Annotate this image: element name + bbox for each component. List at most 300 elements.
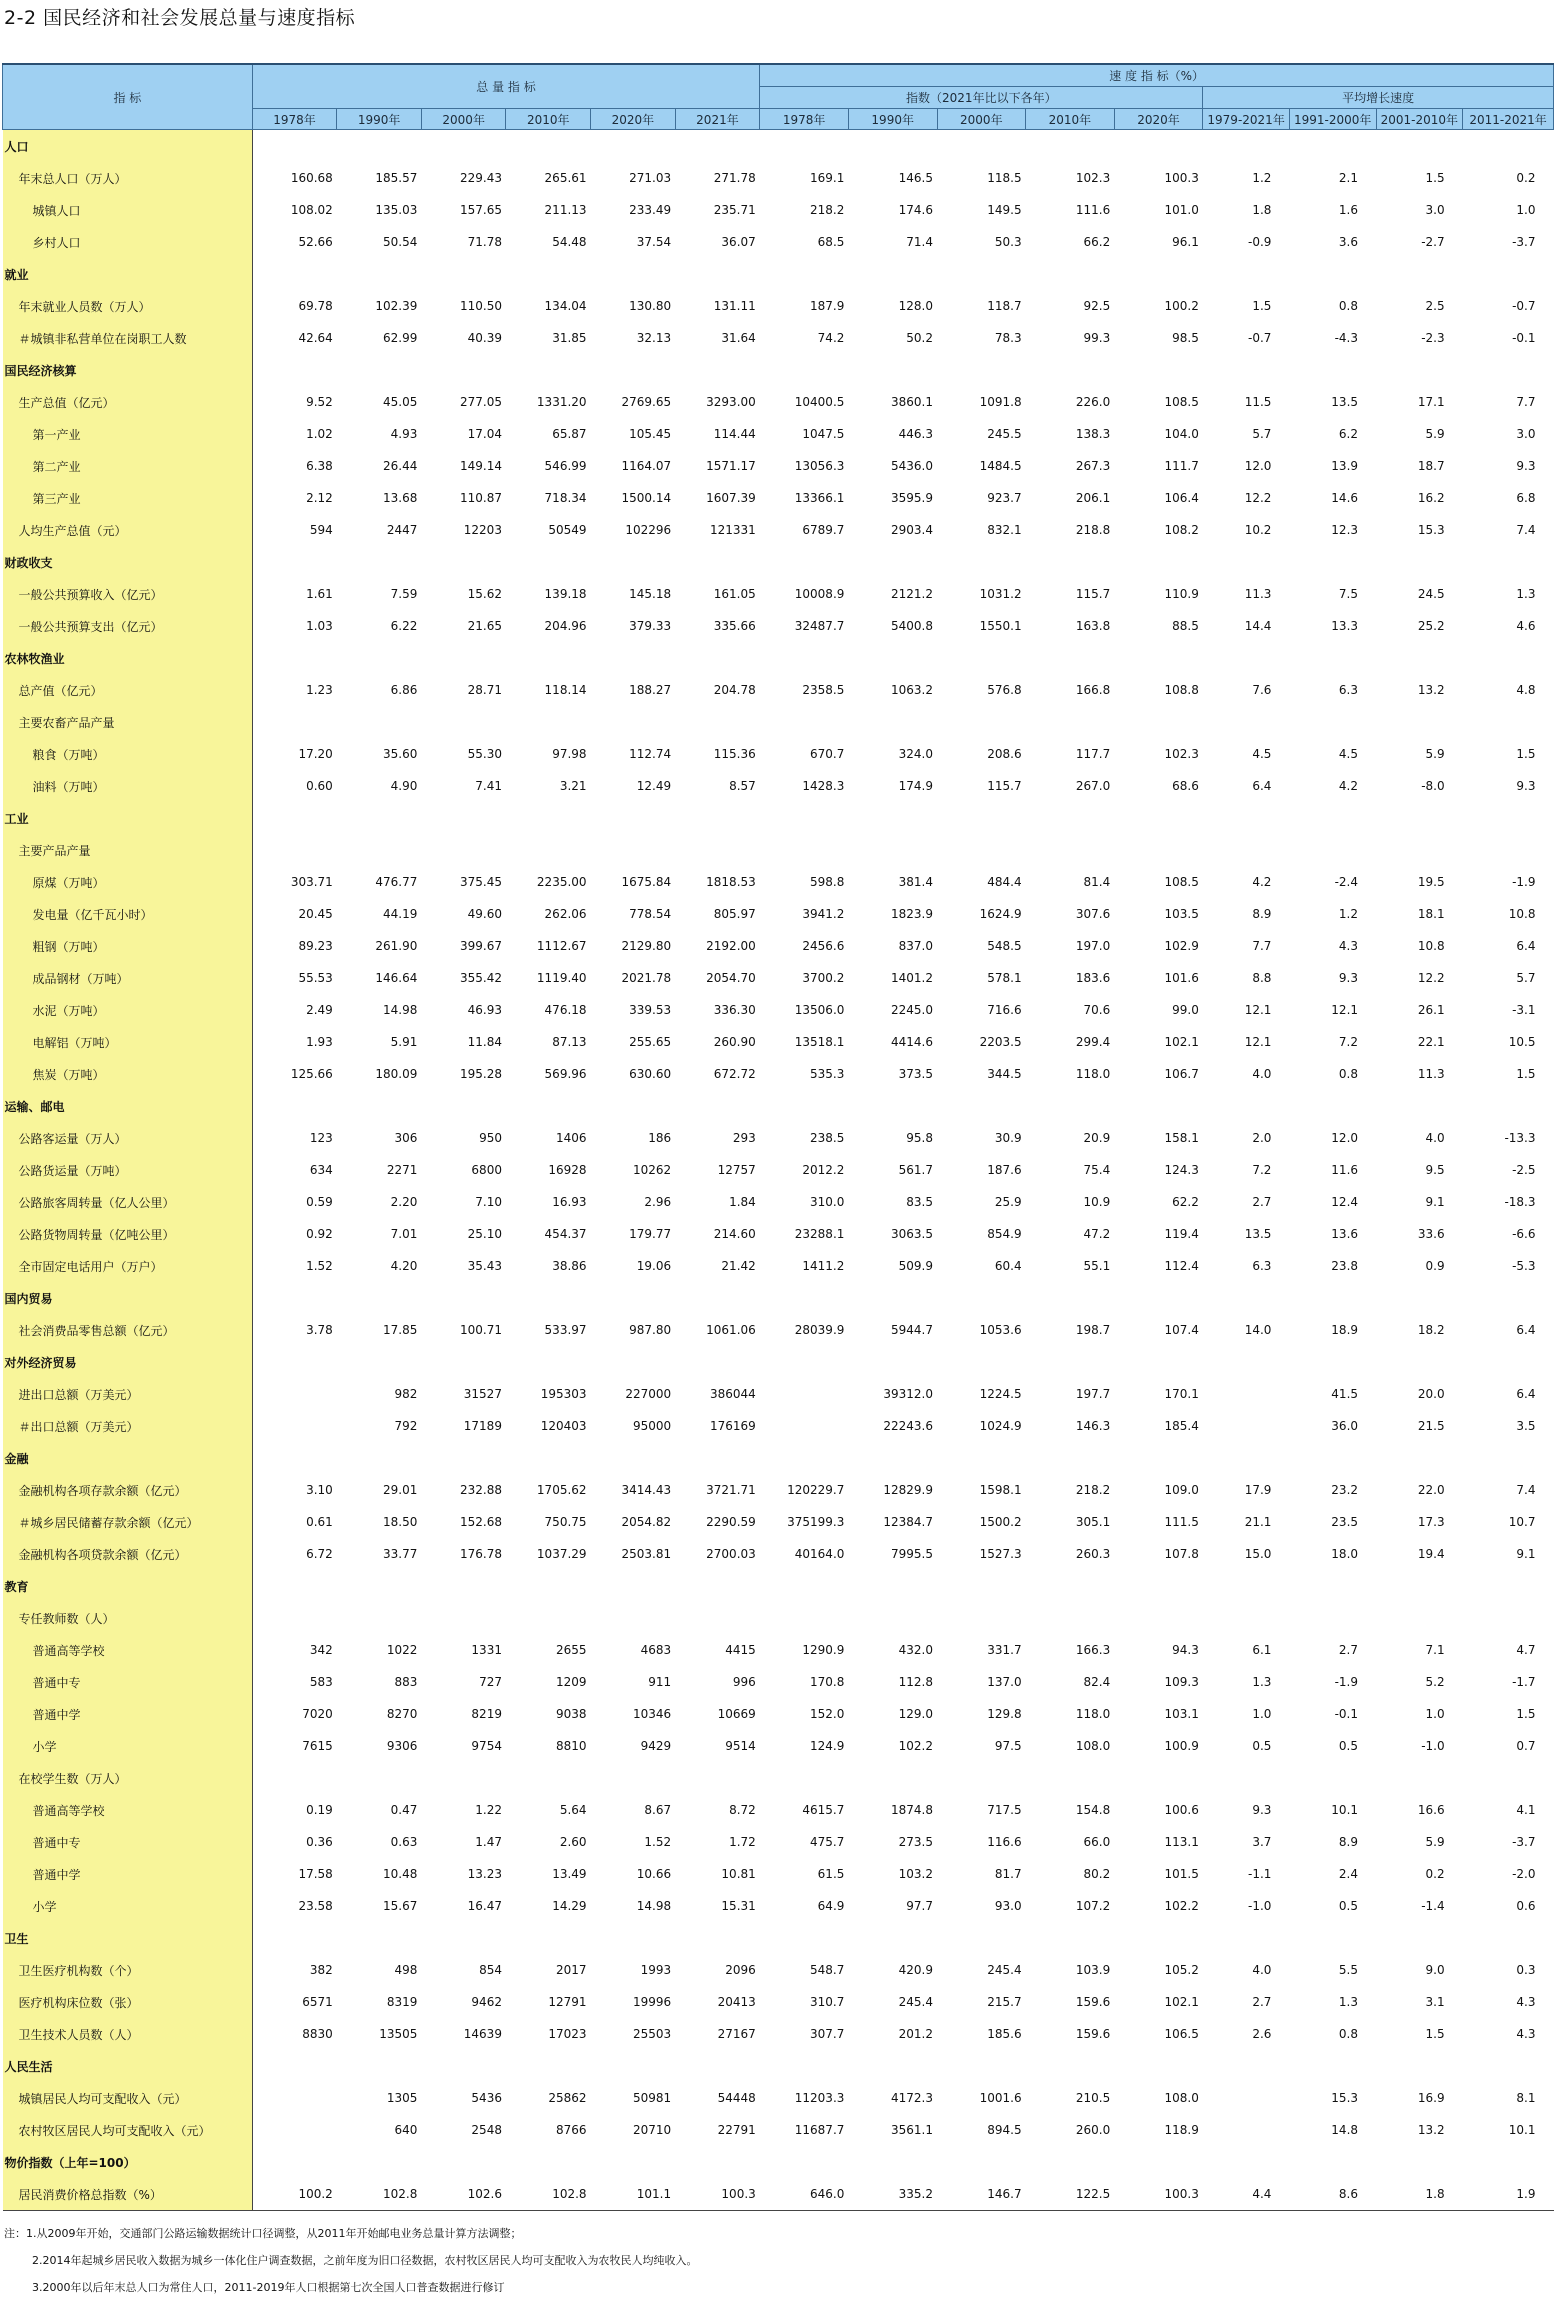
table-cell — [337, 2050, 422, 2082]
table-cell: 118.7 — [987, 299, 1022, 313]
table-cell: 128.0 — [898, 299, 933, 313]
row-label: 小学 — [3, 1730, 253, 1762]
table-cell — [675, 1922, 760, 1954]
table-cell: 97.5 — [994, 1739, 1022, 1753]
table-cell: 146.64 — [375, 971, 418, 985]
table-cell: 1624.9 — [979, 907, 1022, 921]
table-cell: 201.2 — [898, 2027, 933, 2041]
table-cell: 4.3 — [1338, 939, 1359, 953]
table-cell — [675, 354, 760, 386]
table-cell: 911 — [648, 1675, 672, 1689]
table-cell — [591, 1762, 676, 1794]
table-cell: 9.1 — [1516, 1547, 1536, 1561]
table-cell: 255.65 — [629, 1035, 672, 1049]
table-cell: 13.2 — [1417, 2123, 1445, 2137]
table-cell: 546.99 — [544, 459, 587, 473]
table-cell — [591, 1282, 676, 1314]
table-cell: 23.5 — [1331, 1515, 1359, 1529]
table-cell: 187.6 — [987, 1163, 1022, 1177]
table-cell: 9429 — [640, 1739, 672, 1753]
table-row — [3, 2082, 1554, 2114]
table-cell: 104.0 — [1164, 427, 1199, 441]
table-cell — [848, 1570, 937, 1602]
table-cell: 36.07 — [721, 235, 756, 249]
year-header: 2010年 — [506, 109, 591, 130]
table-cell: 125.66 — [290, 1067, 333, 1081]
table-cell: 227000 — [625, 1387, 672, 1401]
table-cell: 0.61 — [306, 1515, 333, 1529]
table-cell: 113.1 — [1164, 1835, 1199, 1849]
table-cell: 0.36 — [306, 1835, 333, 1849]
table-cell — [1463, 1570, 1554, 1602]
table-cell — [937, 2146, 1026, 2178]
table-cell: 69.78 — [298, 299, 333, 313]
table-cell: 1500.14 — [621, 491, 672, 505]
table-cell — [675, 1570, 760, 1602]
table-cell: 19996 — [632, 1995, 672, 2009]
table-cell — [675, 706, 760, 738]
table-cell — [1289, 1090, 1376, 1122]
table-cell: 106.4 — [1164, 491, 1199, 505]
table-cell: 0.8 — [1338, 1067, 1359, 1081]
year-header: 2000年 — [421, 109, 506, 130]
table-cell: 5.91 — [390, 1035, 418, 1049]
table-row — [3, 450, 1554, 482]
table-cell: 102.6 — [421, 2178, 506, 2211]
table-cell: 50.54 — [383, 235, 418, 249]
table-cell: 11.84 — [467, 1035, 502, 1049]
table-cell: 4.2 — [1338, 779, 1359, 793]
section-label: 人民生活 — [3, 2050, 253, 2082]
row-label: 第一产业 — [3, 418, 253, 450]
table-cell: 19.4 — [1417, 1547, 1445, 1561]
table-cell: 3.0 — [1516, 427, 1536, 441]
table-cell — [1114, 546, 1203, 578]
table-cell: 135.03 — [375, 203, 418, 217]
table-cell: 6571 — [302, 1995, 333, 2009]
section-label: 国内贸易 — [3, 1282, 253, 1314]
table-cell: 226.0 — [1075, 395, 1111, 409]
table-cell — [1376, 258, 1463, 290]
table-cell: 307.6 — [1075, 907, 1111, 921]
table-cell — [1026, 834, 1115, 866]
table-cell: 4.5 — [1252, 747, 1272, 761]
table-cell — [1026, 642, 1115, 674]
table-row — [3, 1858, 1554, 1890]
table-cell: -3.7 — [1512, 1835, 1536, 1849]
table-cell: 2456.6 — [802, 939, 845, 953]
table-cell: 7.5 — [1338, 587, 1359, 601]
table-cell: 157.65 — [459, 203, 502, 217]
table-cell: 197.0 — [1075, 939, 1111, 953]
table-cell — [1114, 834, 1203, 866]
table-cell: 7.2 — [1252, 1163, 1272, 1177]
table-cell: 10.5 — [1508, 1035, 1536, 1049]
table-cell: 13056.3 — [794, 459, 845, 473]
table-cell: 44.19 — [383, 907, 418, 921]
table-row — [3, 322, 1554, 354]
table-cell: 214.60 — [713, 1227, 756, 1241]
table-cell: 22243.6 — [883, 1419, 933, 1433]
table-cell: 0.9 — [1425, 1259, 1445, 1273]
table-cell: -2.0 — [1512, 1867, 1536, 1881]
table-cell — [1376, 1922, 1463, 1954]
table-cell: 1.61 — [306, 587, 333, 601]
section-label: 卫生 — [3, 1922, 253, 1954]
table-cell — [1114, 1762, 1203, 1794]
row-label: 粗钢（万吨） — [3, 930, 253, 962]
section-row — [3, 546, 1554, 578]
table-cell: 1.93 — [306, 1035, 333, 1049]
table-cell: 152.0 — [810, 1707, 845, 1721]
table-cell: 7.41 — [475, 779, 502, 793]
table-cell — [848, 1602, 937, 1634]
table-cell: 6.1 — [1252, 1643, 1272, 1657]
table-cell: 204.96 — [544, 619, 587, 633]
table-cell: -8.0 — [1421, 779, 1445, 793]
table-row — [3, 1826, 1554, 1858]
table-cell: 2.1 — [1338, 171, 1359, 185]
table-cell: 1.8 — [1252, 203, 1272, 217]
table-cell: 4.4 — [1203, 2178, 1290, 2211]
table-cell: 120403 — [540, 1419, 587, 1433]
table-cell: 9.3 — [1516, 459, 1536, 473]
section-row — [3, 1090, 1554, 1122]
table-cell — [1376, 354, 1463, 386]
table-cell: 204.78 — [713, 683, 756, 697]
table-cell: 5944.7 — [891, 1323, 933, 1337]
table-cell — [760, 1762, 849, 1794]
table-cell: 6.38 — [306, 459, 333, 473]
table-cell: 245.4 — [898, 1995, 933, 2009]
table-cell: 1.5 — [1516, 747, 1536, 761]
table-cell: 96.1 — [1172, 235, 1199, 249]
table-cell: 335.66 — [713, 619, 756, 633]
row-label: 居民消费价格总指数（%） — [3, 2178, 253, 2211]
table-cell: 8.9 — [1338, 1835, 1359, 1849]
table-cell: 22.1 — [1417, 1035, 1445, 1049]
table-cell — [1203, 834, 1290, 866]
table-cell: 2054.70 — [706, 971, 756, 985]
table-cell: 13.5 — [1244, 1227, 1272, 1241]
table-cell: 106.5 — [1164, 2027, 1199, 2041]
table-cell — [848, 642, 937, 674]
table-cell — [937, 1570, 1026, 1602]
table-cell — [1026, 1442, 1115, 1474]
row-label: 年末总人口（万人） — [3, 162, 253, 194]
table-cell: 3561.1 — [891, 2123, 933, 2137]
table-cell: 25.2 — [1417, 619, 1445, 633]
table-cell: 260.90 — [713, 1035, 756, 1049]
table-cell — [1114, 1922, 1203, 1954]
table-body — [3, 130, 1554, 2211]
table-cell: 399.67 — [459, 939, 502, 953]
table-cell: 15.3 — [1417, 523, 1445, 537]
table-cell: 14.98 — [383, 1003, 418, 1017]
table-cell: 22791 — [717, 2123, 756, 2137]
table-cell — [1376, 1570, 1463, 1602]
table-cell: 25862 — [548, 2091, 587, 2105]
table-cell — [848, 1346, 937, 1378]
table-cell — [937, 2050, 1026, 2082]
table-cell — [252, 258, 337, 290]
row-label: 焦炭（万吨） — [3, 1058, 253, 1090]
table-cell: 717.5 — [987, 1803, 1022, 1817]
table-cell: 152.68 — [459, 1515, 502, 1529]
table-cell: -1.0 — [1248, 1899, 1272, 1913]
table-cell — [591, 706, 676, 738]
table-cell: 2.96 — [644, 1195, 672, 1209]
table-cell: 80.2 — [1083, 1867, 1111, 1881]
table-cell: 111.5 — [1164, 1515, 1199, 1529]
table-cell: 2.20 — [390, 1195, 418, 1209]
table-cell: 50549 — [548, 523, 587, 537]
table-cell: 14.29 — [552, 1899, 587, 1913]
table-cell: 10.8 — [1417, 939, 1445, 953]
table-cell: 1.47 — [475, 1835, 502, 1849]
table-cell: 3941.2 — [802, 907, 845, 921]
table-cell: 8.67 — [644, 1803, 672, 1817]
table-cell — [1289, 1762, 1376, 1794]
table-cell — [937, 130, 1026, 163]
table-cell: 4.1 — [1516, 1803, 1536, 1817]
table-cell: 386044 — [709, 1387, 756, 1401]
table-cell: 1164.07 — [621, 459, 672, 473]
table-cell — [421, 706, 506, 738]
table-cell — [760, 1922, 849, 1954]
table-cell: 854.9 — [987, 1227, 1022, 1241]
table-cell — [252, 354, 337, 386]
table-cell: 750.75 — [544, 1515, 587, 1529]
table-cell: 60.4 — [994, 1259, 1022, 1273]
table-cell — [848, 1762, 937, 1794]
table-cell — [1376, 1442, 1463, 1474]
table-cell: 115.36 — [713, 747, 756, 761]
table-cell: -4.3 — [1334, 331, 1359, 345]
table-row — [3, 930, 1554, 962]
table-cell: 134.04 — [544, 299, 587, 313]
table-cell: 163.8 — [1075, 619, 1111, 633]
table-cell: 5436 — [471, 2091, 502, 2105]
table-row — [3, 1250, 1554, 1282]
table-cell — [506, 2146, 591, 2178]
table-cell: 13.23 — [467, 1867, 502, 1881]
table-cell — [1463, 130, 1554, 163]
table-row — [3, 1538, 1554, 1570]
index-group-header: 指数（2021年比以下各年） — [760, 87, 1203, 109]
table-cell — [1203, 1570, 1290, 1602]
table-cell — [506, 1570, 591, 1602]
table-cell: 106.7 — [1164, 1067, 1199, 1081]
table-cell: -1.9 — [1512, 875, 1536, 889]
table-cell: 12.4 — [1331, 1195, 1359, 1209]
table-cell — [675, 1442, 760, 1474]
table-row — [3, 1378, 1554, 1410]
table-cell — [421, 2146, 506, 2178]
table-cell — [937, 546, 1026, 578]
table-cell: 19.5 — [1417, 875, 1445, 889]
row-label: ＃出口总额（万美元） — [3, 1410, 253, 1442]
table-cell — [337, 1922, 422, 1954]
section-label: 就业 — [3, 258, 253, 290]
table-cell: 1.8 — [1376, 2178, 1463, 2211]
table-cell: 50.3 — [994, 235, 1022, 249]
table-cell: 13.5 — [1331, 395, 1359, 409]
table-cell — [760, 1090, 849, 1122]
table-cell: 1.84 — [729, 1195, 756, 1209]
table-cell: 2.7 — [1338, 1643, 1359, 1657]
table-cell: -2.5 — [1512, 1163, 1536, 1177]
table-cell — [675, 546, 760, 578]
table-cell: 17.9 — [1244, 1483, 1272, 1497]
table-cell: 277.05 — [459, 395, 502, 409]
table-cell: 103.9 — [1075, 1963, 1111, 1977]
table-cell: 6.4 — [1516, 1323, 1536, 1337]
table-cell — [1376, 642, 1463, 674]
year-header: 2000年 — [937, 109, 1026, 130]
table-cell — [937, 1282, 1026, 1314]
table-cell — [675, 1090, 760, 1122]
table-cell: 117.7 — [1075, 747, 1111, 761]
table-cell: 21.65 — [467, 619, 502, 633]
table-cell: 10400.5 — [794, 395, 845, 409]
table-cell: 1484.5 — [979, 459, 1022, 473]
table-cell: 331.7 — [987, 1643, 1022, 1657]
table-cell — [937, 1602, 1026, 1634]
year-header: 1990年 — [337, 109, 422, 130]
table-cell: 25.10 — [467, 1227, 502, 1241]
table-cell: 118.0 — [1075, 1707, 1111, 1721]
table-cell: 11.5 — [1244, 395, 1272, 409]
table-cell — [848, 1090, 937, 1122]
year-header: 2010年 — [1026, 109, 1115, 130]
table-cell: 245.5 — [987, 427, 1022, 441]
table-cell: 102296 — [625, 523, 672, 537]
table-cell: 8.1 — [1516, 2091, 1536, 2105]
table-cell: 14.98 — [636, 1899, 672, 1913]
table-cell: 161.05 — [713, 587, 756, 601]
table-cell: 950 — [479, 1131, 502, 1145]
table-cell: 883 — [394, 1675, 418, 1689]
row-label: 公路货运量（万吨） — [3, 1154, 253, 1186]
table-cell — [1026, 2146, 1115, 2178]
table-cell — [1114, 1602, 1203, 1634]
table-cell: 2235.00 — [536, 875, 587, 889]
table-cell: 1550.1 — [979, 619, 1022, 633]
table-cell: 5.7 — [1252, 427, 1272, 441]
table-cell: 154.8 — [1075, 1803, 1111, 1817]
table-cell: 4.5 — [1338, 747, 1359, 761]
table-cell: 10262 — [632, 1163, 672, 1177]
table-cell — [252, 1378, 337, 1410]
table-cell: 14.6 — [1331, 491, 1359, 505]
row-label: 电解铝（万吨） — [3, 1026, 253, 1058]
section-label: 国民经济核算 — [3, 354, 253, 386]
table-cell — [1114, 642, 1203, 674]
table-cell — [1026, 258, 1115, 290]
table-cell: 1571.17 — [706, 459, 756, 473]
table-cell: 476.18 — [544, 1003, 587, 1017]
table-cell: 1874.8 — [891, 1803, 933, 1817]
table-cell: 170.8 — [810, 1675, 845, 1689]
table-cell: 854 — [479, 1963, 502, 1977]
table-cell — [1114, 2050, 1203, 2082]
table-cell — [1203, 1762, 1290, 1794]
indicator-header: 指 标 — [3, 64, 253, 130]
total-group-header: 总 量 指 标 — [252, 64, 760, 109]
table-cell — [1376, 2146, 1463, 2178]
table-cell: 102.3 — [1164, 747, 1199, 761]
table-cell: 17.1 — [1417, 395, 1445, 409]
table-cell: 4.20 — [390, 1259, 418, 1273]
table-cell: 32.13 — [636, 331, 672, 345]
table-cell: 176.78 — [459, 1547, 502, 1561]
table-cell: 0.6 — [1516, 1899, 1536, 1913]
table-cell: 49.60 — [467, 907, 502, 921]
indicator-table — [2, 63, 1554, 2211]
table-cell: 41.5 — [1331, 1387, 1359, 1401]
table-cell: 108.02 — [290, 203, 333, 217]
table-cell: 187.9 — [810, 299, 845, 313]
table-cell: 1112.67 — [536, 939, 587, 953]
table-cell: 7.01 — [390, 1227, 418, 1241]
table-cell: 94.3 — [1172, 1643, 1199, 1657]
table-cell: 139.18 — [544, 587, 587, 601]
table-cell — [1203, 2114, 1290, 2146]
table-cell — [506, 706, 591, 738]
table-cell — [337, 258, 422, 290]
table-cell: 23.2 — [1331, 1483, 1359, 1497]
period-header: 1979-2021年 — [1203, 109, 1290, 130]
table-cell: 12.2 — [1417, 971, 1445, 985]
table-cell: 7.6 — [1252, 683, 1272, 697]
table-row — [3, 1794, 1554, 1826]
table-cell: 0.92 — [306, 1227, 333, 1241]
table-cell: 1.5 — [1425, 2027, 1445, 2041]
table-row — [3, 1698, 1554, 1730]
table-cell — [1463, 258, 1554, 290]
table-cell: 598.8 — [810, 875, 845, 889]
table-cell: 8219 — [471, 1707, 502, 1721]
table-cell: -1.7 — [1512, 1675, 1536, 1689]
table-cell — [421, 258, 506, 290]
table-cell: 837.0 — [898, 939, 933, 953]
table-cell — [591, 546, 676, 578]
table-cell: 23288.1 — [794, 1227, 845, 1241]
table-cell: 64.9 — [817, 1899, 845, 1913]
table-cell: 5400.8 — [891, 619, 933, 633]
table-cell: 5.2 — [1425, 1675, 1445, 1689]
table-row — [3, 866, 1554, 898]
table-cell — [252, 1762, 337, 1794]
table-cell: 103.5 — [1164, 907, 1199, 921]
table-cell: 1061.06 — [706, 1323, 756, 1337]
table-cell: 2769.65 — [621, 395, 672, 409]
table-cell: -1.0 — [1421, 1739, 1445, 1753]
table-cell: 832.1 — [987, 523, 1022, 537]
table-cell: 2096 — [725, 1963, 756, 1977]
table-cell: 10.66 — [636, 1867, 672, 1881]
table-cell: 1224.5 — [979, 1387, 1022, 1401]
table-cell: 2271 — [386, 1163, 418, 1177]
period-header: 2011-2021年 — [1463, 109, 1554, 130]
table-cell: 102.39 — [375, 299, 418, 313]
table-cell: 355.42 — [459, 971, 502, 985]
table-cell — [848, 130, 937, 163]
table-cell: 14.0 — [1244, 1323, 1272, 1337]
table-cell — [252, 130, 337, 163]
table-row — [3, 226, 1554, 258]
